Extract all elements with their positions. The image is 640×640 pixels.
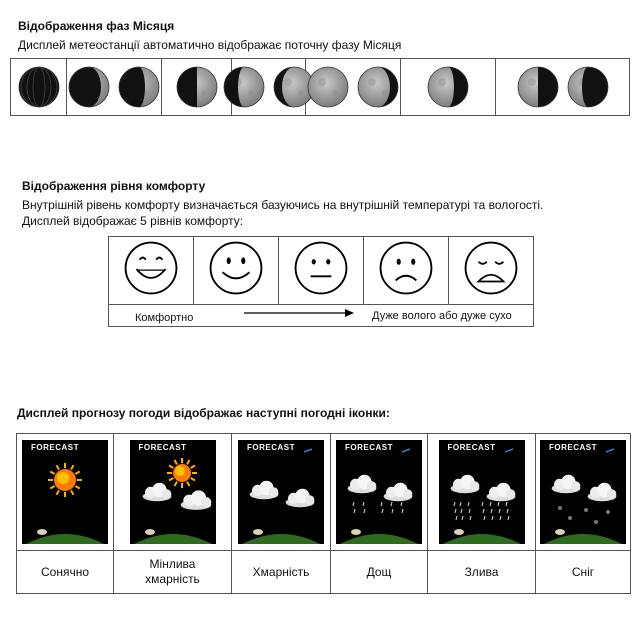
forecast-icon-cell: [331, 434, 428, 550]
comfort-section-title: Відображення рівня комфорту: [22, 179, 206, 193]
forecast-label-cell: [331, 551, 428, 593]
forecast-icon-caption: FORECAST: [138, 443, 187, 452]
forecast-icon-cell: [17, 434, 114, 550]
forecast-label-cell: [536, 551, 630, 593]
forecast-icon-caption: FORECAST: [345, 443, 393, 452]
forecast-icon-cell: [428, 434, 536, 550]
moon-phase-cell: [306, 59, 401, 115]
forecast-icon-cell: [536, 434, 630, 550]
waxing-crescent-icon: [67, 65, 111, 109]
comfort-description-line1: Внутрішній рівень комфорту визначається базуючись на внутрішній температурі та вологості.: [22, 198, 544, 212]
forecast-icon-cell: [114, 434, 232, 550]
moon-section-description: Дисплей метеостанції автоматично відображає поточну фазу Місяця: [18, 38, 402, 52]
forecast-label: Сонячно: [40, 564, 90, 579]
forecast-label-cell: [232, 551, 331, 593]
forecast-label: Мінлива хмарність: [145, 557, 200, 586]
forecast-label-cell: [428, 551, 536, 593]
very-happy-face-icon: [124, 241, 178, 300]
sad-face-icon: [379, 241, 433, 300]
comfort-face-cell: [194, 237, 279, 304]
comfort-label-right: Дуже волого або дуже сухо: [372, 310, 512, 322]
partly-cloudy-icon: [130, 440, 216, 544]
waning-gibbous-icon: [426, 65, 470, 109]
cloudy-icon: [238, 440, 324, 544]
waning-crescent-icon: [566, 65, 610, 109]
moon-phase-cell: [496, 59, 629, 115]
comfort-face-cell: [109, 237, 194, 304]
moon-section-title: Відображення фаз Місяця: [18, 19, 175, 33]
forecast-icons-table: [16, 433, 631, 594]
full-moon-icon: [306, 65, 350, 109]
forecast-label-cell: [17, 551, 114, 593]
moon-phase-cell: [232, 59, 306, 115]
moon-phase-cell: [67, 59, 162, 115]
forecast-icon-cell: [232, 434, 331, 550]
comfort-label-left: Комфортно: [135, 312, 194, 324]
comfort-description-line2: Дисплей відображає 5 рівнів комфорту:: [22, 214, 244, 228]
comfort-face-cell: [449, 237, 533, 304]
forecast-icon-caption: FORECAST: [447, 443, 496, 452]
unhappy-face-icon: [464, 241, 518, 300]
neutral-face-icon: [294, 241, 348, 300]
waxing-gibbous-icon: [222, 65, 266, 109]
comfort-level-table: [108, 236, 534, 327]
forecast-section-title: Дисплей прогнозу погоди відображає наступні погодні іконки:: [17, 406, 390, 420]
snow-icon: [540, 440, 626, 544]
waxing-crescent-icon: [117, 65, 161, 109]
comfort-face-cell: [364, 237, 449, 304]
forecast-icon-caption: FORECAST: [31, 443, 79, 452]
comfort-face-cell: [279, 237, 364, 304]
forecast-icon-caption: FORECAST: [247, 443, 295, 452]
moon-phase-cell: [401, 59, 496, 115]
forecast-label: Дощ: [366, 564, 392, 579]
moon-phase-table: [10, 58, 630, 116]
sunny-icon: [22, 440, 108, 544]
forecast-label: Злива: [464, 564, 499, 579]
forecast-label: Хмарність: [252, 564, 310, 579]
first-quarter-icon: [175, 65, 219, 109]
last-quarter-icon: [516, 65, 560, 109]
forecast-label: Сніг: [571, 564, 595, 579]
forecast-icon-caption: FORECAST: [549, 443, 597, 452]
new-moon-icon: [17, 65, 61, 109]
smile-face-icon: [209, 241, 263, 300]
waning-gibbous-icon: [356, 65, 400, 109]
forecast-icons-row: [17, 434, 630, 551]
moon-phase-cell: [11, 59, 67, 115]
heavy-rain-icon: [439, 440, 525, 544]
comfort-scale-arrow: [243, 307, 355, 319]
forecast-labels-row: [17, 551, 630, 593]
rain-icon: [336, 440, 422, 544]
forecast-label-cell: [114, 551, 232, 593]
comfort-faces-row: [109, 237, 533, 305]
